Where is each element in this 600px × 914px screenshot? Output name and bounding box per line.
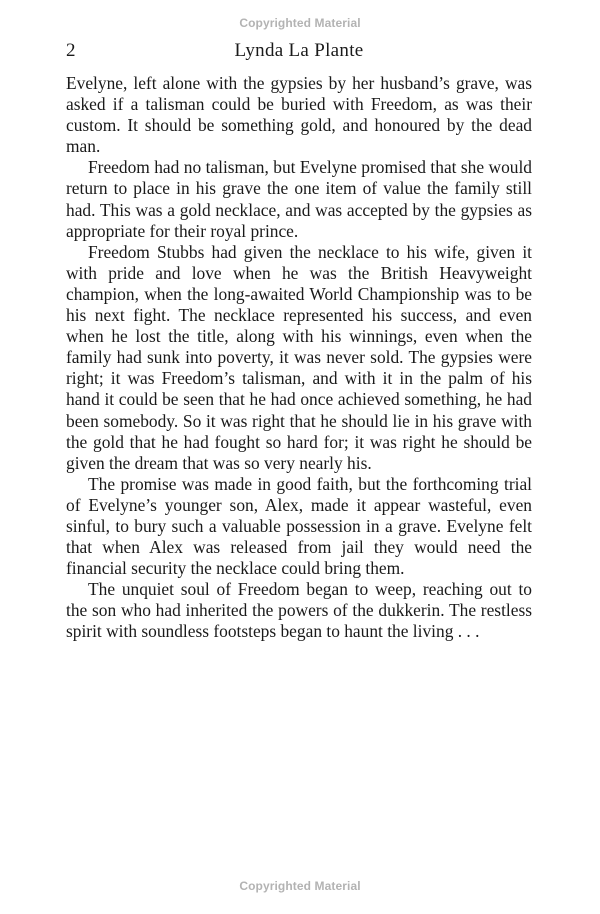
body-text <box>66 73 532 643</box>
paragraph-4: The promise was made in good faith, but the forthcoming trial of Evelyne’s younger son, Alex, made it appear wasteful, even sinful, to bury such a valuable possession in a grave. Evelyne felt that when Alex was released from jail they would need the financial security the necklace could bring them. <box>66 473 532 579</box>
page-number: 2 <box>66 40 76 61</box>
running-head <box>66 40 532 64</box>
paragraph-2: Freedom had no talisman, but Evelyne promised that she would return to place in his grave the one item of value the family still had. This was a gold necklace, and was accepted by the gypsies as appropriate for their royal prince. <box>66 157 532 241</box>
paragraph-5: The unquiet soul of Freedom began to weep, reaching out to the son who had inherited the powers of the dukkerin. The restless spirit with soundless footsteps began to haunt the living . . . <box>66 579 532 642</box>
paragraph-1: Evelyne, left alone with the gypsies by her husband’s grave, was asked if a talisman could be buried with Freedom, as was their custom. It should be something gold, and honoured by the dead man. <box>66 73 532 157</box>
running-head-author: Lynda La Plante <box>234 40 364 61</box>
copyright-watermark-bottom: Copyrighted Material <box>239 879 361 893</box>
paragraph-3: Freedom Stubbs had given the necklace to his wife, given it with pride and love when he was the British Heavyweight champion, when the long-awaited World Championship was to be his next fight. The necklace represented his success, and even when he lost the title, along with his winnings, even when the family had sunk into poverty, it was never sold. The gypsies were right; it was Freedom’s talisman, and with it in the palm of his hand it could be seen that he had once achieved something, he had been somebody. So it was right that he should lie in his grave with the gold that he had fought so hard for; it was right he should be given the dream that was so very nearly his. <box>66 241 532 473</box>
copyright-watermark-top: Copyrighted Material <box>239 16 361 30</box>
